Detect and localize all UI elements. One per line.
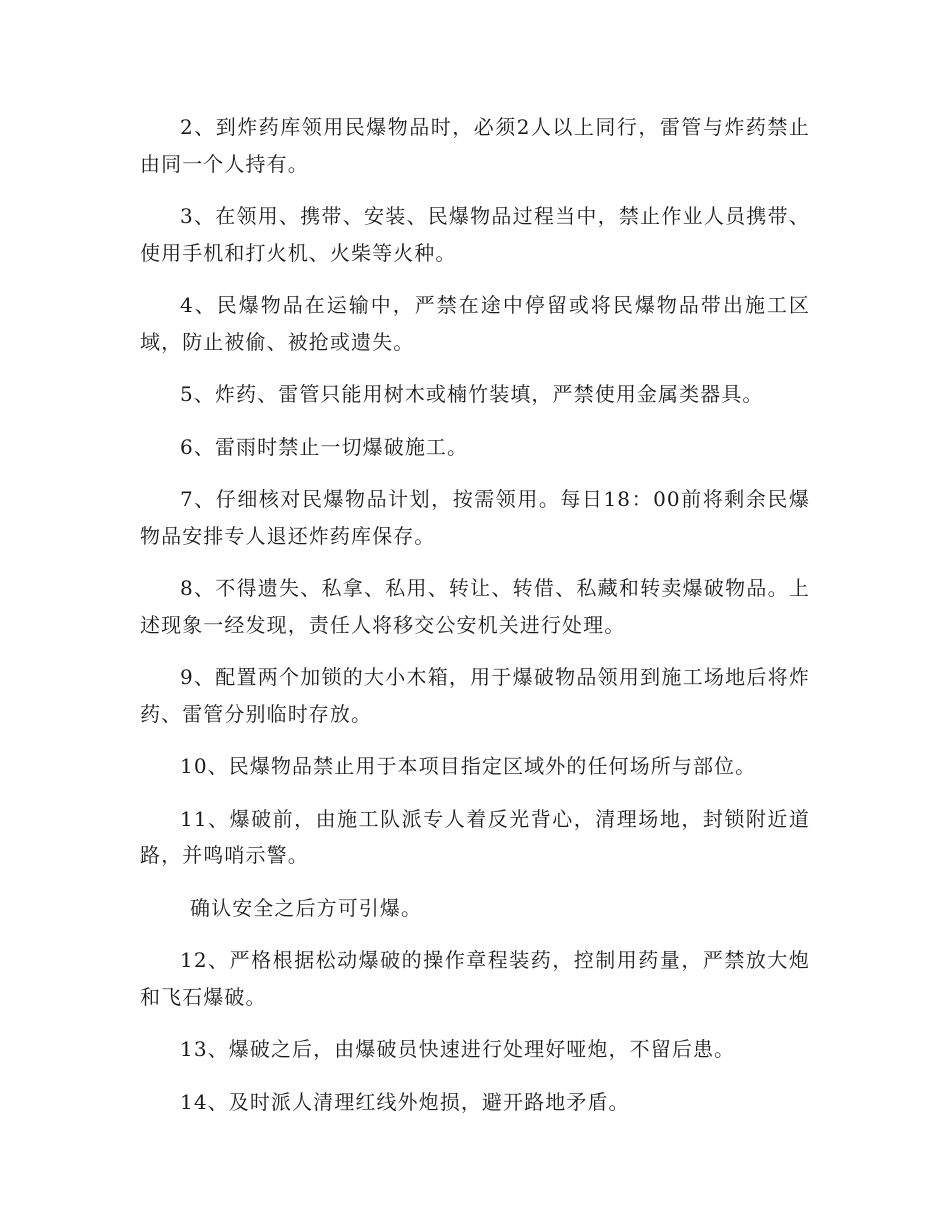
paragraph-item-10: 10、民爆物品禁止用于本项目指定区域外的任何场所与部位。 <box>180 754 757 778</box>
paragraph-item-2: 2、到炸药库领用民爆物品时，必须2人以上同行，雷管与炸药禁止由同一个人持有。 <box>140 115 810 176</box>
paragraph-item-11: 11、爆破前，由施工队派专人着反光背心，清理场地，封锁附近道路，并鸣哨示警。 <box>140 806 810 867</box>
paragraph-item-14: 14、及时派人清理红线外炮损，避开路地矛盾。 <box>180 1089 630 1114</box>
paragraph-item-8: 8、不得遗失、私拿、私用、转让、转借、私藏和转卖爆破物品。上述现象一经发现，责任人将移交公安机关进行处理。 <box>140 576 810 637</box>
paragraph-item-7: 7、仔细核对民爆物品计划，按需领用。每日18：00前将剩余民爆物品安排专人退还炸药库保存。 <box>140 487 810 548</box>
paragraph-item-5: 5、炸药、雷管只能用树木或楠竹装填，严禁使用金属类器具。 <box>180 382 764 406</box>
paragraph-item-13: 13、爆破之后，由爆破员快速进行处理好哑炮，不留后患。 <box>180 1037 736 1061</box>
paragraph-item-4: 4、民爆物品在运输中，严禁在途中停留或将民爆物品带出施工区域，防止被偷、被抢或遗失。 <box>140 293 810 354</box>
paragraph-item-6: 6、雷雨时禁止一切爆破施工。 <box>180 434 469 459</box>
paragraph-confirm-safety: 确认安全之后方可引爆。 <box>190 895 423 920</box>
paragraph-item-9: 9、配置两个加锁的大小木箱，用于爆破物品领用到施工场地后将炸药、雷管分别临时存放。 <box>140 665 810 726</box>
paragraph-item-12: 12、严格根据松动爆破的操作章程装药，控制用药量，严禁放大炮和飞石爆破。 <box>140 948 810 1009</box>
paragraph-item-3: 3、在领用、携带、安装、民爆物品过程当中，禁止作业人员携带、使用手机和打火机、火柴等火种。 <box>140 204 810 265</box>
